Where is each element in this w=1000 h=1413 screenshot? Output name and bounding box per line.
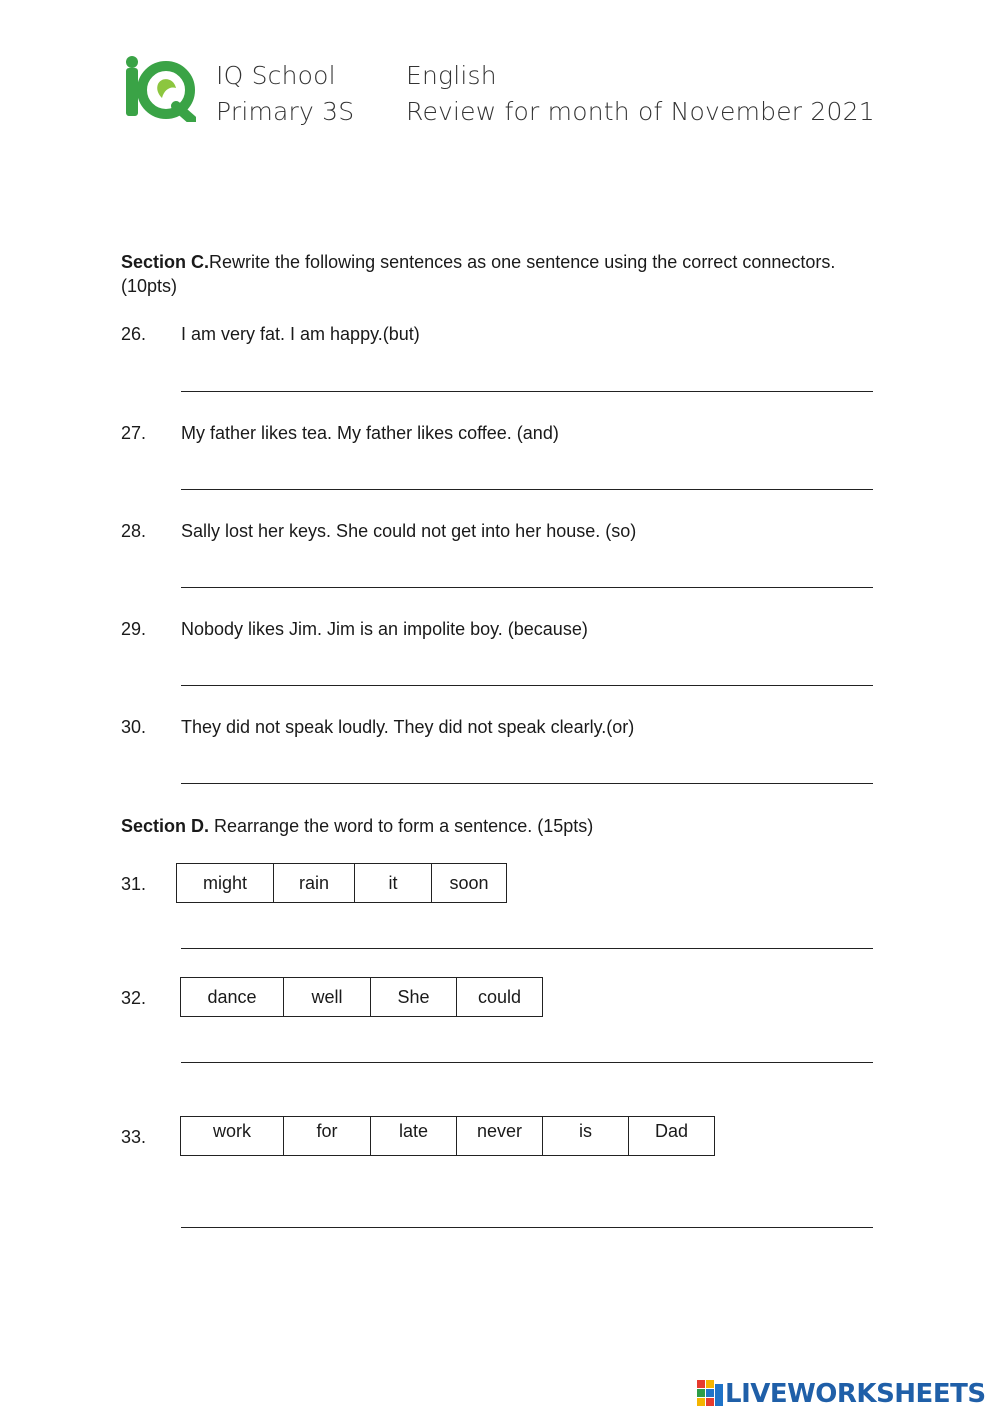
- question-number: 27.: [121, 423, 147, 443]
- liveworksheets-text: LIVEWORKSHEETS: [725, 1379, 986, 1409]
- question-text: Sally lost her keys. She could not get into her house. (so): [181, 521, 637, 541]
- section-d-text: Rearrange the word to form a sentence. (15pts): [214, 816, 594, 836]
- answer-line[interactable]: [181, 783, 873, 784]
- liveworksheets-icon: [697, 1380, 723, 1408]
- question-text: They did not speak loudly. They did not speak clearly.(or): [181, 717, 635, 737]
- word-box[interactable]: Dad: [629, 1117, 715, 1156]
- answer-line[interactable]: [181, 1227, 873, 1228]
- subject-label: English: [406, 61, 497, 90]
- word-box[interactable]: for: [284, 1117, 371, 1156]
- word-box[interactable]: well: [284, 978, 371, 1017]
- word-box[interactable]: could: [457, 978, 543, 1017]
- word-box-row: [176, 863, 507, 903]
- word-box[interactable]: is: [543, 1117, 629, 1156]
- grade-label: Primary 3S: [216, 97, 355, 126]
- word-box[interactable]: might: [177, 864, 274, 903]
- question-number: 26.: [121, 324, 147, 344]
- answer-line[interactable]: [181, 685, 873, 686]
- answer-line[interactable]: [181, 489, 873, 490]
- word-box[interactable]: never: [457, 1117, 543, 1156]
- word-box[interactable]: She: [371, 978, 457, 1017]
- section-c-heading: Section C.: [121, 252, 210, 272]
- question-text: My father likes tea. My father likes coffee. (and): [181, 423, 559, 443]
- answer-line[interactable]: [181, 391, 873, 392]
- question-number: 33.: [121, 1127, 147, 1147]
- section-c-text: Rewrite the following sentences as one sentence using the correct connectors.: [209, 252, 836, 272]
- question-number: 29.: [121, 619, 147, 639]
- school-logo: [118, 56, 196, 122]
- review-label: Review for month of November 2021: [406, 97, 875, 126]
- question-text: Nobody likes Jim. Jim is an impolite boy. (because): [181, 619, 588, 639]
- word-box-row: [180, 1116, 715, 1156]
- question-number: 28.: [121, 521, 147, 541]
- word-box-row: [180, 977, 543, 1017]
- word-box[interactable]: dance: [181, 978, 284, 1017]
- question-text: I am very fat. I am happy.(but): [181, 324, 420, 344]
- school-name: IQ School: [216, 61, 336, 90]
- question-number: 30.: [121, 717, 147, 737]
- word-box[interactable]: it: [355, 864, 432, 903]
- question-number: 32.: [121, 988, 147, 1008]
- section-d-heading: Section D.: [121, 816, 210, 836]
- question-number: 31.: [121, 874, 147, 894]
- section-c-points: (10pts): [121, 276, 178, 296]
- word-box[interactable]: late: [371, 1117, 457, 1156]
- section-d-instruction: [121, 816, 593, 837]
- word-box[interactable]: soon: [432, 864, 507, 903]
- word-box[interactable]: rain: [274, 864, 355, 903]
- word-box[interactable]: work: [181, 1117, 284, 1156]
- answer-line[interactable]: [181, 948, 873, 949]
- section-c-instruction: [121, 250, 881, 298]
- liveworksheets-logo: [697, 1379, 986, 1409]
- answer-line[interactable]: [181, 587, 873, 588]
- answer-line[interactable]: [181, 1062, 873, 1063]
